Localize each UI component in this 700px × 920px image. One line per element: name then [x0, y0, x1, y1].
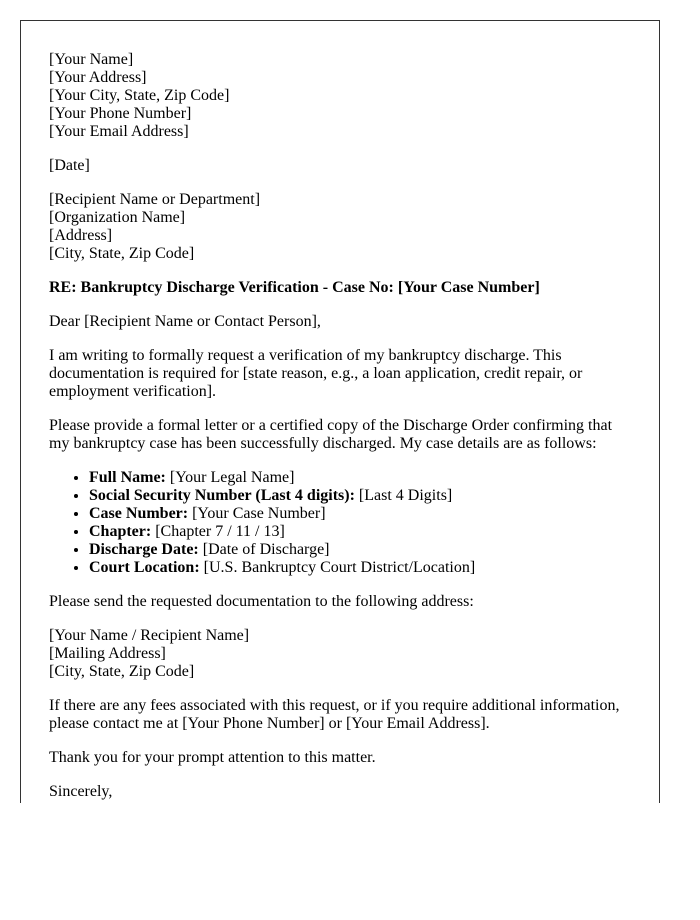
- case-detail-value: [Your Case Number]: [192, 505, 326, 522]
- send-to-paragraph: Please send the requested documentation to the following address:: [49, 593, 474, 610]
- case-detail-label: Case Number:: [89, 505, 189, 522]
- case-detail-ssn: [89, 487, 631, 505]
- mailing-city-line: [City, State, Zip Code]: [49, 663, 195, 680]
- case-detail-chapter: [89, 523, 631, 541]
- sender-email-line: [Your Email Address]: [49, 123, 189, 140]
- sender-address-line: [Your Address]: [49, 69, 147, 86]
- closing: Sincerely,: [49, 783, 113, 800]
- thanks-paragraph: Thank you for your prompt attention to this matter.: [49, 749, 376, 766]
- date-line: [Date]: [49, 157, 90, 174]
- case-detail-label: Social Security Number (Last 4 digits):: [89, 487, 355, 504]
- case-detail-label: Chapter:: [89, 523, 152, 540]
- case-detail-label: Discharge Date:: [89, 541, 199, 558]
- recipient-address-line: [Address]: [49, 227, 113, 244]
- letter-container: [20, 20, 660, 803]
- case-detail-value: [Last 4 Digits]: [358, 487, 453, 504]
- sender-city-line: [Your City, State, Zip Code]: [49, 87, 230, 104]
- mailing-address-block: [49, 627, 631, 681]
- sender-phone-line: [Your Phone Number]: [49, 105, 192, 122]
- recipient-city-line: [City, State, Zip Code]: [49, 245, 195, 262]
- fees-paragraph: If there are any fees associated with this request, or if you require additional information, please contact me at [Your Phone Number] or [Your Email Address].: [49, 697, 620, 732]
- mailing-name-line: [Your Name / Recipient Name]: [49, 627, 250, 644]
- case-detail-value: [Your Legal Name]: [169, 469, 295, 486]
- recipient-org-line: [Organization Name]: [49, 209, 186, 226]
- case-details-list: [49, 469, 631, 577]
- mailing-address-line: [Mailing Address]: [49, 645, 166, 662]
- request-paragraph: Please provide a formal letter or a certified copy of the Discharge Order confirming that my bankruptcy case has been successfully discharged. My case details are as follows:: [49, 417, 613, 452]
- case-detail-case-number: [89, 505, 631, 523]
- case-detail-discharge-date: [89, 541, 631, 559]
- case-detail-court-location: [89, 559, 631, 577]
- subject-line: RE: Bankruptcy Discharge Verification - Case No: [Your Case Number]: [49, 279, 540, 296]
- case-detail-label: Full Name:: [89, 469, 166, 486]
- sender-address-block: [49, 51, 631, 141]
- intro-paragraph: I am writing to formally request a verification of my bankruptcy discharge. This documentation is required for [state reason, e.g., a loan application, credit repair, or employment verification].: [49, 347, 583, 400]
- case-detail-full-name: [89, 469, 631, 487]
- case-detail-value: [Chapter 7 / 11 / 13]: [155, 523, 285, 540]
- salutation: Dear [Recipient Name or Contact Person],: [49, 313, 321, 330]
- case-detail-value: [Date of Discharge]: [202, 541, 330, 558]
- recipient-address-block: [49, 191, 631, 263]
- case-detail-label: Court Location:: [89, 559, 200, 576]
- recipient-name-line: [Recipient Name or Department]: [49, 191, 261, 208]
- case-detail-value: [U.S. Bankruptcy Court District/Location]: [203, 559, 476, 576]
- sender-name-line: [Your Name]: [49, 51, 134, 68]
